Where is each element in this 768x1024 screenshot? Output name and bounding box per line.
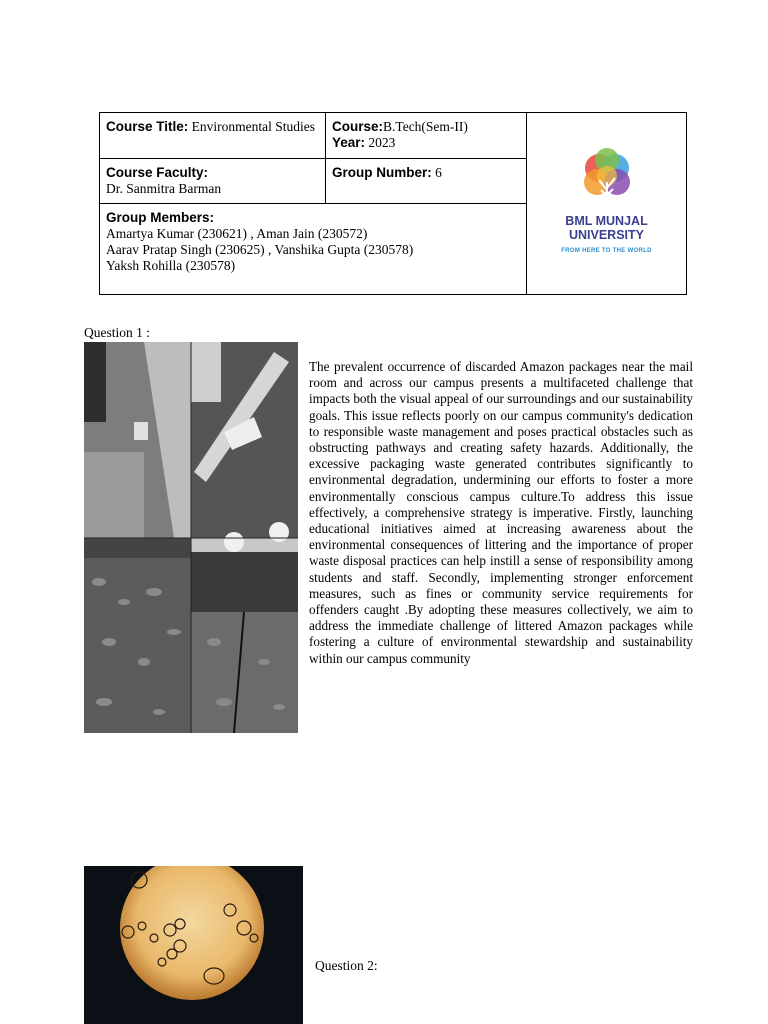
faculty-label: Course Faculty: <box>106 165 209 180</box>
group-members-cell <box>100 204 527 295</box>
group-members-label: Group Members: <box>106 210 215 225</box>
course-title-cell <box>100 113 326 159</box>
university-name-line2: UNIVERSITY <box>568 228 644 242</box>
litter-collage-image <box>84 342 298 733</box>
group-member-line: Yaksh Rohilla (230578) <box>106 258 236 273</box>
year-value: 2023 <box>368 135 396 150</box>
logo-cell <box>527 113 687 295</box>
microscope-photo <box>84 866 303 1024</box>
course-title-value: Environmental Studies <box>191 119 315 134</box>
course-title-label: Course Title: <box>106 119 189 134</box>
tree-logo-icon <box>577 148 637 210</box>
university-tagline: FROM HERE TO THE WORLD <box>561 248 652 254</box>
faculty-value: Dr. Sanmitra Barman <box>106 181 222 196</box>
course-cell <box>326 113 527 159</box>
group-number-cell <box>326 159 527 204</box>
course-label: Course: <box>332 119 384 134</box>
group-member-line: Amartya Kumar (230621) , Aman Jain (230572) <box>106 226 368 241</box>
course-info-table <box>99 112 687 295</box>
group-member-line: Aarav Pratap Singh (230625) , Vanshika Gupta (230578) <box>106 242 414 257</box>
faculty-cell <box>100 159 326 204</box>
question-1-answer: The prevalent occurrence of discarded Amazon packages near the mail room and across our campus presents a multifaceted challenge that impacts both the visual appeal of our surroundings and our sustainability goals. This issue reflects poorly on our campus community's dedication to responsible waste management and poses practical obstacles such as obstructing pathways and creating safety hazards. Additionally, the excessive packaging waste generated contributes significantly to environmental degradation, undermining our efforts to foster a more environmentally conscious campus culture.To address this issue effectively, a comprehensive strategy is imperative. Firstly, launching educational initiatives aimed at increasing awareness about the environmental consequences of littering and the importance of proper waste disposal practices can help instill a sense of responsibility among students and staff. Secondly, implementing stronger enforcement measures, such as fines or community service requirements for offenders caught .By adopting these measures collectively, we aim to address the immediate challenge of littered Amazon packages while fostering a culture of environmental stewardship and sustainability within our campus community <box>309 359 693 666</box>
question-2-label: Question 2: <box>315 958 378 973</box>
group-number-label: Group Number: <box>332 165 432 180</box>
year-label: Year: <box>332 135 366 150</box>
litter-photo-collage <box>84 342 298 733</box>
group-number-value: 6 <box>435 165 442 180</box>
course-value: B.Tech(Sem-II) <box>383 119 468 134</box>
university-logo <box>527 148 686 259</box>
question-1-label: Question 1 : <box>84 325 150 340</box>
microscope-image <box>84 866 303 1024</box>
university-name-line1: BML MUNJAL <box>565 214 648 228</box>
